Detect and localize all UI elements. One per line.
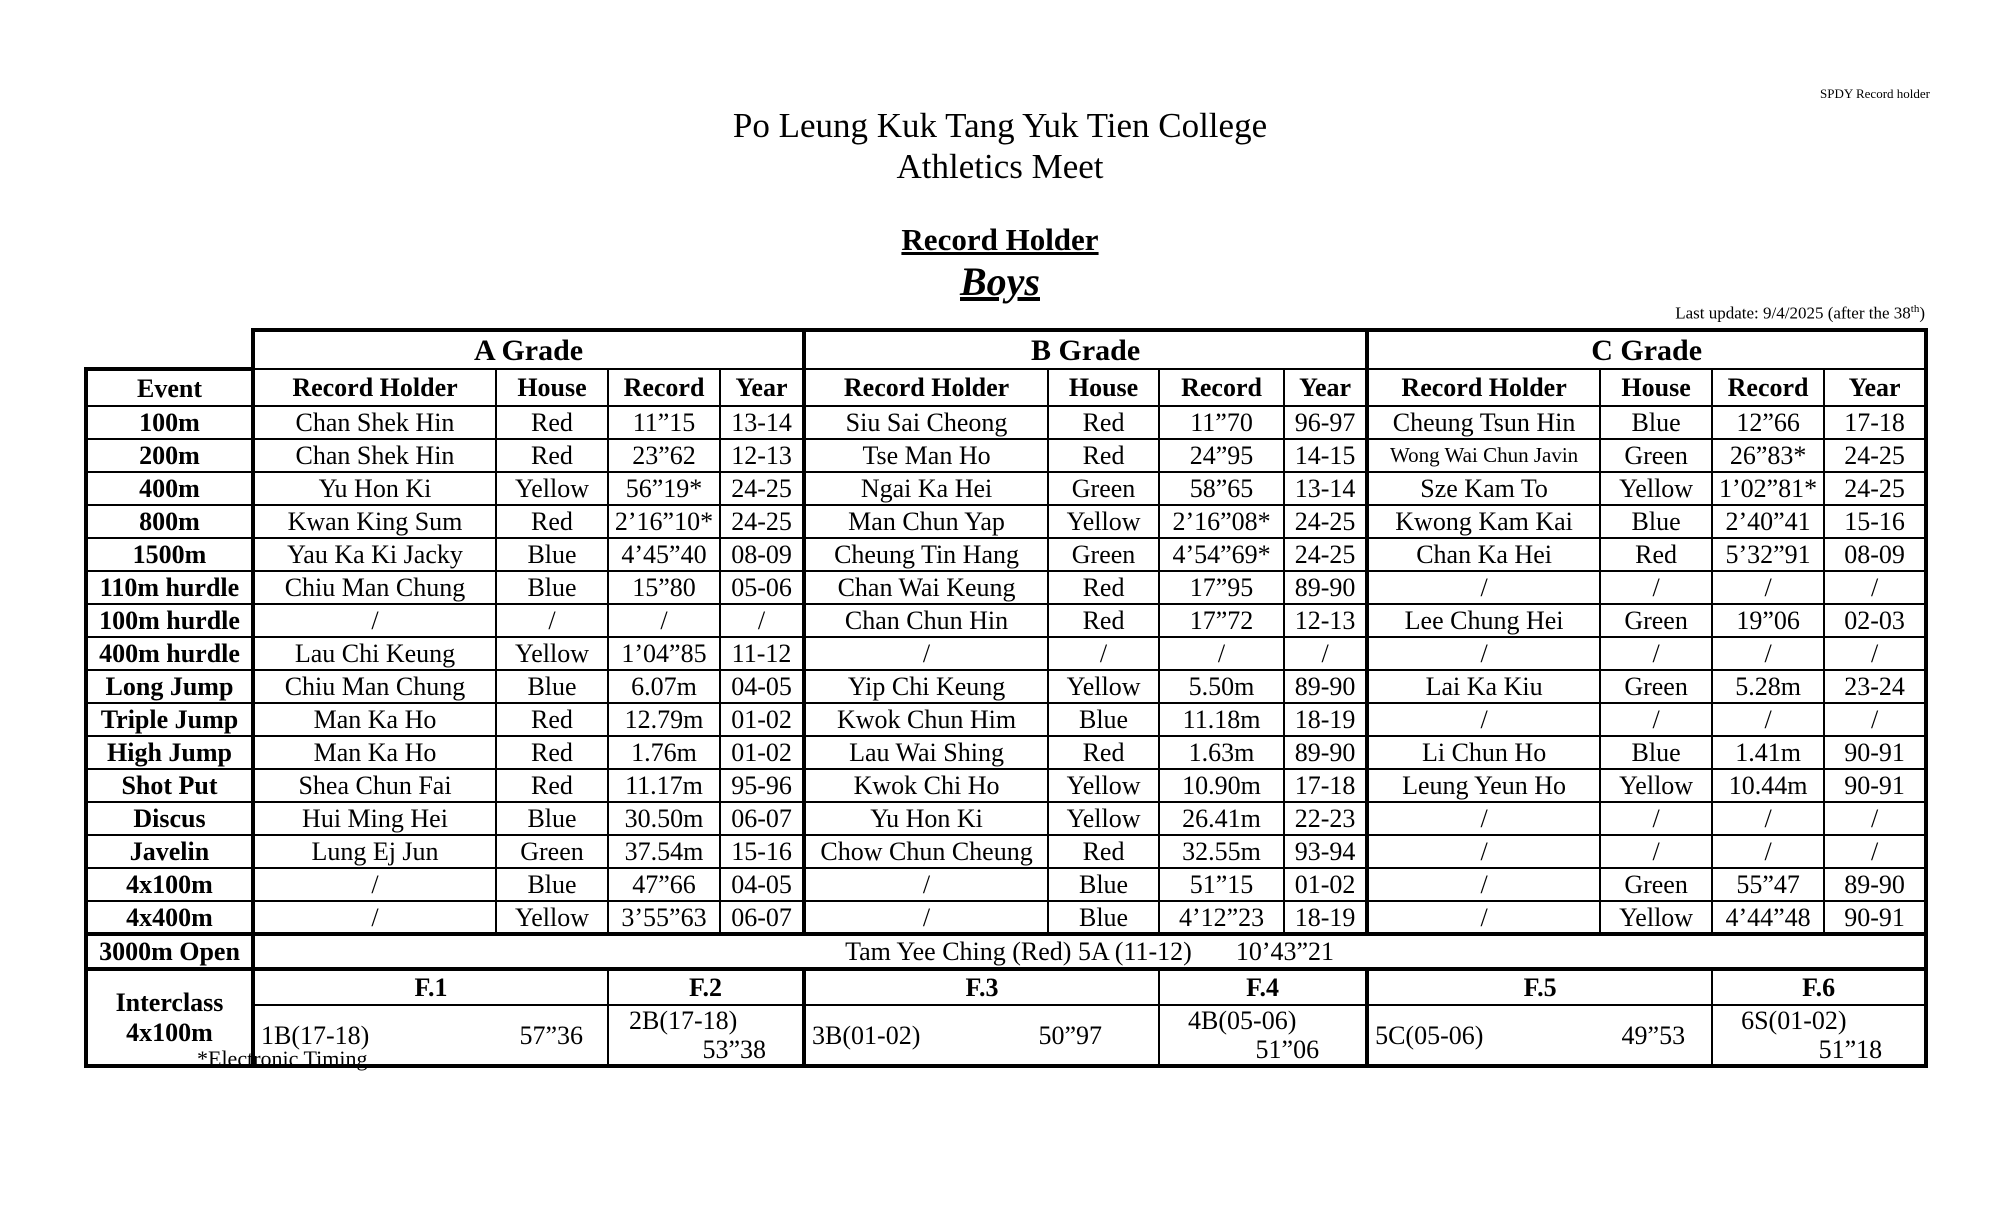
f6-class: 6S(01-02) (1741, 1006, 1847, 1035)
grade-a-house: Yellow (496, 637, 608, 670)
grade-c-record: 26”83* (1712, 439, 1824, 472)
c-record-header: Record (1712, 369, 1824, 406)
records-table (84, 328, 1928, 1068)
grade-a-record: 15”80 (608, 571, 720, 604)
grade-a-house: Red (496, 769, 608, 802)
grade-c-record: / (1712, 703, 1824, 736)
event-name: 400m hurdle (86, 637, 253, 670)
grade-b-holder: Chan Chun Hin (804, 604, 1048, 637)
grade-a-holder: / (253, 604, 496, 637)
grade-a-header: A Grade (253, 330, 804, 369)
grade-a-holder: Chiu Man Chung (253, 670, 496, 703)
grade-b-house: / (1048, 637, 1159, 670)
school-name: Po Leung Kuk Tang Yuk Tien College (732, 106, 1268, 145)
interclass-f3 (804, 1005, 1159, 1066)
grade-a-holder: Lung Ej Jun (253, 835, 496, 868)
grade-c-record: 2’40”41 (1712, 505, 1824, 538)
grade-c-year: 23-24 (1824, 670, 1926, 703)
grade-b-house: Yellow (1048, 670, 1159, 703)
c-year-header: Year (1824, 369, 1926, 406)
open-3000-event: 3000m Open (86, 934, 253, 969)
grade-b-house: Red (1048, 571, 1159, 604)
grade-b-year: 96-97 (1284, 406, 1367, 439)
grade-c-holder: Li Chun Ho (1367, 736, 1600, 769)
form-f5: F.5 (1367, 969, 1712, 1005)
grade-b-record: 26.41m (1159, 802, 1284, 835)
grade-b-house: Blue (1048, 868, 1159, 901)
grade-b-year: 18-19 (1284, 901, 1367, 934)
interclass-event-line1: Interclass (115, 987, 224, 1017)
event-name: Discus (86, 802, 253, 835)
event-name: 400m (86, 472, 253, 505)
grade-c-year: 15-16 (1824, 505, 1926, 538)
event-row (86, 670, 1926, 703)
grade-c-record: 19”06 (1712, 604, 1824, 637)
grade-c-house: Yellow (1600, 769, 1712, 802)
grade-a-holder: Man Ka Ho (253, 736, 496, 769)
grade-b-year: 17-18 (1284, 769, 1367, 802)
grade-b-record: 2’16”08* (1159, 505, 1284, 538)
grade-c-holder: Kwong Kam Kai (1367, 505, 1600, 538)
grade-c-house: / (1600, 571, 1712, 604)
interclass-f4 (1159, 1005, 1367, 1066)
grade-c-record: / (1712, 802, 1824, 835)
grade-b-record: 10.90m (1159, 769, 1284, 802)
grade-b-holder: Chow Chun Cheung (804, 835, 1048, 868)
grade-b-house: Yellow (1048, 769, 1159, 802)
grade-b-record: / (1159, 637, 1284, 670)
grade-b-record: 4’12”23 (1159, 901, 1284, 934)
form-f2: F.2 (608, 969, 804, 1005)
b-house-header: House (1048, 369, 1159, 406)
grade-a-year: 04-05 (720, 868, 804, 901)
event-name: High Jump (86, 736, 253, 769)
grade-a-holder: Chan Shek Hin (253, 406, 496, 439)
grade-a-house: Blue (496, 670, 608, 703)
grade-a-holder: Yu Hon Ki (253, 472, 496, 505)
grade-a-year: 15-16 (720, 835, 804, 868)
grade-c-holder: Leung Yeun Ho (1367, 769, 1600, 802)
event-name: 200m (86, 439, 253, 472)
open-3000-record (253, 934, 1926, 969)
grade-a-year: 06-07 (720, 901, 804, 934)
grade-c-year: / (1824, 802, 1926, 835)
column-header-row (86, 369, 1926, 406)
event-name: Long Jump (86, 670, 253, 703)
grade-a-year: / (720, 604, 804, 637)
grade-a-record: 56”19* (608, 472, 720, 505)
event-row (86, 637, 1926, 670)
grade-b-header: B Grade (804, 330, 1367, 369)
event-row (86, 505, 1926, 538)
form-f3: F.3 (804, 969, 1159, 1005)
f3-class: 3B(01-02) (812, 1020, 921, 1050)
grade-b-year: 89-90 (1284, 736, 1367, 769)
grade-c-house: Blue (1600, 505, 1712, 538)
grade-c-holder: Lee Chung Hei (1367, 604, 1600, 637)
grade-a-year: 11-12 (720, 637, 804, 670)
form-f1: F.1 (253, 969, 608, 1005)
grade-b-holder: Ngai Ka Hei (804, 472, 1048, 505)
grade-b-holder: Tse Man Ho (804, 439, 1048, 472)
grade-b-year: 24-25 (1284, 505, 1367, 538)
grade-c-house: / (1600, 802, 1712, 835)
grade-a-year: 06-07 (720, 802, 804, 835)
grade-c-house: / (1600, 835, 1712, 868)
grade-a-house: Red (496, 703, 608, 736)
grade-b-holder: Siu Sai Cheong (804, 406, 1048, 439)
grade-c-house: Green (1600, 670, 1712, 703)
boys-heading: Boys (960, 259, 1040, 304)
grade-b-record: 17”95 (1159, 571, 1284, 604)
grade-a-holder: Chiu Man Chung (253, 571, 496, 604)
grade-c-year: 17-18 (1824, 406, 1926, 439)
grade-c-year: / (1824, 703, 1926, 736)
event-row (86, 769, 1926, 802)
grade-c-house: / (1600, 637, 1712, 670)
f5-class: 5C(05-06) (1375, 1020, 1484, 1050)
grade-a-record: 4’45”40 (608, 538, 720, 571)
grade-b-record: 24”95 (1159, 439, 1284, 472)
a-holder-header: Record Holder (253, 369, 496, 406)
grade-c-year: 90-91 (1824, 901, 1926, 934)
grade-c-record: / (1712, 571, 1824, 604)
open-3000-holder: Tam Yee Ching (Red) 5A (11-12) (845, 937, 1192, 966)
grade-a-record: 1’04”85 (608, 637, 720, 670)
grade-a-record: 11”15 (608, 406, 720, 439)
grade-a-house: / (496, 604, 608, 637)
grade-b-record: 11”70 (1159, 406, 1284, 439)
event-name: 800m (86, 505, 253, 538)
grade-a-record: 12.79m (608, 703, 720, 736)
grade-c-year: / (1824, 571, 1926, 604)
event-header: Event (86, 369, 253, 406)
grade-c-record: 10.44m (1712, 769, 1824, 802)
event-name: Javelin (86, 835, 253, 868)
grade-c-record: 12”66 (1712, 406, 1824, 439)
event-row (86, 571, 1926, 604)
grade-a-record: / (608, 604, 720, 637)
grade-b-year: 01-02 (1284, 868, 1367, 901)
interclass-form-row (86, 969, 1926, 1005)
grade-a-house: Yellow (496, 472, 608, 505)
grade-b-house: Blue (1048, 703, 1159, 736)
grade-b-year: / (1284, 637, 1367, 670)
grade-a-year: 95-96 (720, 769, 804, 802)
grade-b-holder: Yip Chi Keung (804, 670, 1048, 703)
event-row (86, 604, 1926, 637)
grade-a-house: Red (496, 406, 608, 439)
grade-a-record: 30.50m (608, 802, 720, 835)
grade-c-header: C Grade (1367, 330, 1926, 369)
grade-b-house: Red (1048, 604, 1159, 637)
grade-b-year: 89-90 (1284, 571, 1367, 604)
grade-b-year: 22-23 (1284, 802, 1367, 835)
event-row (86, 472, 1926, 505)
grade-c-holder: / (1367, 901, 1600, 934)
grade-b-house: Blue (1048, 901, 1159, 934)
grade-b-year: 89-90 (1284, 670, 1367, 703)
grade-c-holder: / (1367, 703, 1600, 736)
grade-c-year: 90-91 (1824, 769, 1926, 802)
grade-c-record: 4’44”48 (1712, 901, 1824, 934)
grade-b-house: Red (1048, 439, 1159, 472)
grade-c-holder: Chan Ka Hei (1367, 538, 1600, 571)
grade-c-year: 02-03 (1824, 604, 1926, 637)
grade-b-year: 93-94 (1284, 835, 1367, 868)
grade-c-year: 90-91 (1824, 736, 1926, 769)
grade-a-holder: Shea Chun Fai (253, 769, 496, 802)
grade-b-record: 51”15 (1159, 868, 1284, 901)
grade-a-house: Blue (496, 802, 608, 835)
grade-c-house: Green (1600, 868, 1712, 901)
grade-c-record: 55”47 (1712, 868, 1824, 901)
grade-c-house: / (1600, 703, 1712, 736)
grade-c-record: 1’02”81* (1712, 472, 1824, 505)
form-f6: F.6 (1712, 969, 1926, 1005)
grade-b-record: 4’54”69* (1159, 538, 1284, 571)
b-record-header: Record (1159, 369, 1284, 406)
grade-a-holder: Lau Chi Keung (253, 637, 496, 670)
interclass-f5 (1367, 1005, 1712, 1066)
footnote: *Electronic Timing (197, 1046, 368, 1071)
grade-c-house: Green (1600, 439, 1712, 472)
grade-b-record: 1.63m (1159, 736, 1284, 769)
f1-class: 1B(17-18) (261, 1020, 370, 1050)
grade-c-house: Blue (1600, 406, 1712, 439)
grade-a-record: 1.76m (608, 736, 720, 769)
grade-c-holder: / (1367, 835, 1600, 868)
interclass-f6 (1712, 1005, 1926, 1066)
grade-c-record: / (1712, 637, 1824, 670)
grade-b-house: Red (1048, 736, 1159, 769)
f1-time: 57”36 (519, 1020, 583, 1050)
event-row (86, 901, 1926, 934)
a-year-header: Year (720, 369, 804, 406)
grade-b-record: 5.50m (1159, 670, 1284, 703)
event-name: Shot Put (86, 769, 253, 802)
grade-c-year: / (1824, 835, 1926, 868)
f2-time: 53”38 (702, 1035, 767, 1064)
grade-b-year: 24-25 (1284, 538, 1367, 571)
event-name: 110m hurdle (86, 571, 253, 604)
grade-b-year: 14-15 (1284, 439, 1367, 472)
event-name: 100m hurdle (86, 604, 253, 637)
grade-b-house: Green (1048, 472, 1159, 505)
grade-a-house: Yellow (496, 901, 608, 934)
grade-a-holder: Yau Ka Ki Jacky (253, 538, 496, 571)
event-name: Triple Jump (86, 703, 253, 736)
record-holder-heading: Record Holder (901, 222, 1099, 257)
grade-a-record: 3’55”63 (608, 901, 720, 934)
grade-a-house: Blue (496, 868, 608, 901)
f3-time: 50”97 (1038, 1020, 1103, 1050)
meet-title: Athletics Meet (896, 147, 1104, 186)
event-row (86, 835, 1926, 868)
event-name: 4x400m (86, 901, 253, 934)
grade-c-record: / (1712, 835, 1824, 868)
grade-b-holder: / (804, 901, 1048, 934)
event-row (86, 406, 1926, 439)
grade-a-year: 24-25 (720, 505, 804, 538)
grade-b-record: 17”72 (1159, 604, 1284, 637)
grade-c-year: / (1824, 637, 1926, 670)
grade-b-record: 32.55m (1159, 835, 1284, 868)
event-name: 100m (86, 406, 253, 439)
grade-b-holder: Chan Wai Keung (804, 571, 1048, 604)
grade-a-holder: / (253, 868, 496, 901)
grade-b-holder: Man Chun Yap (804, 505, 1048, 538)
grade-c-house: Green (1600, 604, 1712, 637)
open-3000-time: 10’43”21 (1235, 937, 1335, 966)
grade-a-record: 37.54m (608, 835, 720, 868)
a-house-header: House (496, 369, 608, 406)
grade-b-house: Red (1048, 835, 1159, 868)
grade-c-house: Yellow (1600, 472, 1712, 505)
grade-b-house: Green (1048, 538, 1159, 571)
b-year-header: Year (1284, 369, 1367, 406)
grade-c-record: 1.41m (1712, 736, 1824, 769)
grade-b-holder: Yu Hon Ki (804, 802, 1048, 835)
grade-c-holder: Lai Ka Kiu (1367, 670, 1600, 703)
form-f4: F.4 (1159, 969, 1367, 1005)
f6-time: 51”18 (1818, 1035, 1883, 1064)
f4-class: 4B(05-06) (1188, 1006, 1297, 1035)
event-row (86, 736, 1926, 769)
grade-c-record: 5’32”91 (1712, 538, 1824, 571)
event-name: 1500m (86, 538, 253, 571)
grade-a-year: 13-14 (720, 406, 804, 439)
grade-a-holder: Kwan King Sum (253, 505, 496, 538)
c-holder-header: Record Holder (1367, 369, 1600, 406)
grade-c-house: Yellow (1600, 901, 1712, 934)
grade-b-holder: / (804, 637, 1048, 670)
grade-b-record: 58”65 (1159, 472, 1284, 505)
grade-c-holder: Wong Wai Chun Javin (1367, 439, 1600, 472)
grade-b-year: 18-19 (1284, 703, 1367, 736)
grade-c-holder: / (1367, 802, 1600, 835)
grade-a-holder: Hui Ming Hei (253, 802, 496, 835)
open-3000-row (86, 934, 1926, 969)
grade-a-house: Blue (496, 538, 608, 571)
grade-a-record: 47”66 (608, 868, 720, 901)
grade-a-year: 12-13 (720, 439, 804, 472)
event-row (86, 538, 1926, 571)
last-update (1500, 303, 1925, 324)
grade-c-holder: / (1367, 637, 1600, 670)
grade-c-year: 08-09 (1824, 538, 1926, 571)
grade-a-year: 08-09 (720, 538, 804, 571)
last-update-sup: th (1910, 303, 1920, 315)
event-row (86, 868, 1926, 901)
last-update-suffix: ) (1919, 303, 1925, 323)
grade-b-house: Red (1048, 406, 1159, 439)
interclass-event-line2: 4x100m (126, 1017, 213, 1047)
grade-c-holder: / (1367, 571, 1600, 604)
grade-a-record: 6.07m (608, 670, 720, 703)
grade-c-year: 89-90 (1824, 868, 1926, 901)
grade-b-holder: Cheung Tin Hang (804, 538, 1048, 571)
grade-b-year: 13-14 (1284, 472, 1367, 505)
grade-b-record: 11.18m (1159, 703, 1284, 736)
grade-c-year: 24-25 (1824, 472, 1926, 505)
grade-a-house: Red (496, 505, 608, 538)
a-record-header: Record (608, 369, 720, 406)
grade-a-year: 05-06 (720, 571, 804, 604)
grade-a-year: 01-02 (720, 703, 804, 736)
grade-a-holder: Man Ka Ho (253, 703, 496, 736)
grade-a-record: 23”62 (608, 439, 720, 472)
grade-c-house: Blue (1600, 736, 1712, 769)
c-house-header: House (1600, 369, 1712, 406)
f2-class: 2B(17-18) (629, 1006, 738, 1035)
event-row (86, 439, 1926, 472)
grade-a-house: Red (496, 439, 608, 472)
grade-a-record: 11.17m (608, 769, 720, 802)
grade-a-house: Red (496, 736, 608, 769)
event-name: 4x100m (86, 868, 253, 901)
grade-b-holder: Kwok Chun Him (804, 703, 1048, 736)
grade-b-year: 12-13 (1284, 604, 1367, 637)
grade-b-holder: Lau Wai Shing (804, 736, 1048, 769)
grade-a-holder: Chan Shek Hin (253, 439, 496, 472)
grade-c-holder: Sze Kam To (1367, 472, 1600, 505)
grade-a-year: 04-05 (720, 670, 804, 703)
grade-b-holder: Kwok Chi Ho (804, 769, 1048, 802)
event-row (86, 802, 1926, 835)
f4-time: 51”06 (1255, 1035, 1320, 1064)
grade-a-holder: / (253, 901, 496, 934)
grade-b-house: Yellow (1048, 802, 1159, 835)
grade-a-house: Blue (496, 571, 608, 604)
corner-note: SPDY Record holder (1819, 86, 1930, 101)
grade-c-year: 24-25 (1824, 439, 1926, 472)
grade-c-record: 5.28m (1712, 670, 1824, 703)
grade-c-house: Red (1600, 538, 1712, 571)
grade-a-year: 01-02 (720, 736, 804, 769)
f5-time: 49”53 (1621, 1020, 1686, 1050)
grade-b-holder: / (804, 868, 1048, 901)
b-holder-header: Record Holder (804, 369, 1048, 406)
grade-a-record: 2’16”10* (608, 505, 720, 538)
grade-a-year: 24-25 (720, 472, 804, 505)
grade-row (86, 330, 1926, 369)
grade-c-holder: / (1367, 868, 1600, 901)
interclass-f2 (608, 1005, 804, 1066)
event-row (86, 703, 1926, 736)
grade-a-house: Green (496, 835, 608, 868)
last-update-text: Last update: 9/4/2025 (after the 38 (1675, 303, 1911, 323)
grade-b-house: Yellow (1048, 505, 1159, 538)
grade-c-holder: Cheung Tsun Hin (1367, 406, 1600, 439)
